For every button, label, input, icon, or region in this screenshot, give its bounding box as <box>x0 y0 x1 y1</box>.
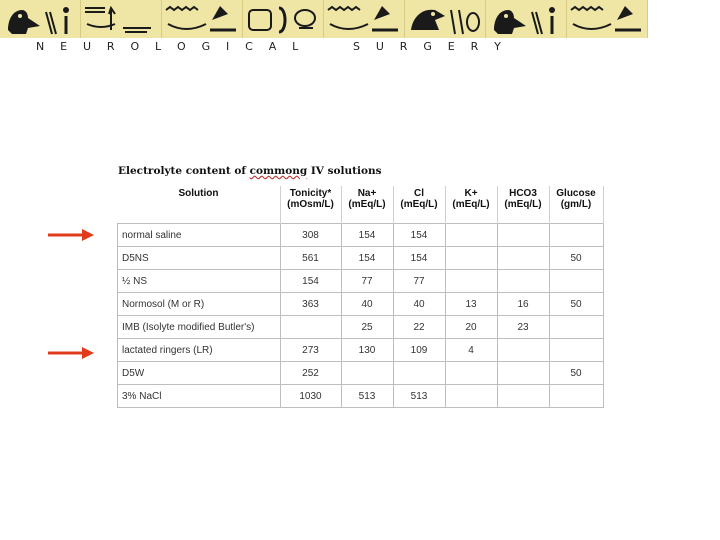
value-cell: 154 <box>341 247 393 270</box>
hieroglyph-banner <box>0 0 650 38</box>
value-cell: 273 <box>280 339 341 362</box>
column-header-line2: (mEq/L) <box>348 199 386 210</box>
value-cell: 77 <box>341 270 393 293</box>
column-header-line2: (mEq/L) <box>400 199 438 210</box>
table-row <box>118 362 604 385</box>
column-header-line1: K+ <box>464 188 478 199</box>
table-row <box>118 339 604 362</box>
value-cell: 154 <box>280 270 341 293</box>
solution-name-cell: Normosol (M or R) <box>118 293 281 316</box>
value-cell: 154 <box>393 224 445 247</box>
value-cell: 154 <box>393 247 445 270</box>
value-cell: 4 <box>445 339 497 362</box>
column-header-line2: (gm/L) <box>560 199 592 210</box>
column-header-line1: Na+ <box>357 188 377 199</box>
value-cell: 20 <box>445 316 497 339</box>
column-header-line2: (mOsm/L) <box>287 199 334 210</box>
caption-prefix: Electrolyte content of <box>118 165 250 177</box>
column-header <box>280 186 341 224</box>
caption-suffix: IV solutions <box>307 165 382 177</box>
table-row <box>118 270 604 293</box>
value-cell <box>341 362 393 385</box>
caption-underlined-word: commong <box>249 165 308 177</box>
value-cell <box>497 247 549 270</box>
table-body <box>118 224 604 408</box>
water-glyph-icon <box>324 0 405 38</box>
solution-name-cell: lactated ringers (LR) <box>118 339 281 362</box>
value-cell: 50 <box>549 247 603 270</box>
value-cell: 109 <box>393 339 445 362</box>
value-cell: 513 <box>341 385 393 408</box>
column-header <box>393 186 445 224</box>
arrow-icon <box>48 347 94 359</box>
solution-name-cell: normal saline <box>118 224 281 247</box>
column-header-line1: Cl <box>414 188 424 199</box>
solution-name-cell: D5NS <box>118 247 281 270</box>
column-header <box>549 186 603 224</box>
reed-glyph-icon <box>81 0 162 38</box>
solution-name-cell: 3% NaCl <box>118 385 281 408</box>
column-header-line1: Solution <box>178 188 219 199</box>
value-cell: 77 <box>393 270 445 293</box>
value-cell: 561 <box>280 247 341 270</box>
value-cell <box>445 270 497 293</box>
value-cell: 50 <box>549 362 603 385</box>
column-header-line1: Glucose <box>556 188 596 199</box>
arrow-icon <box>48 229 94 241</box>
water-glyph-icon <box>567 0 648 38</box>
scroll-glyph-icon <box>243 0 324 38</box>
value-cell: 13 <box>445 293 497 316</box>
value-cell: 308 <box>280 224 341 247</box>
value-cell <box>549 339 603 362</box>
value-cell: 16 <box>497 293 549 316</box>
value-cell: 252 <box>280 362 341 385</box>
column-header-line2: (mEq/L) <box>504 199 542 210</box>
value-cell: 22 <box>393 316 445 339</box>
arrow-head <box>82 347 94 359</box>
department-subtitle: N E U R O L O G I C A L S U R G E R Y <box>36 40 508 53</box>
table-row <box>118 316 604 339</box>
value-cell <box>549 385 603 408</box>
value-cell <box>445 385 497 408</box>
value-cell: 40 <box>341 293 393 316</box>
value-cell <box>549 270 603 293</box>
bird-glyph-icon <box>405 0 486 38</box>
value-cell: 25 <box>341 316 393 339</box>
table-header-row <box>118 186 604 224</box>
value-cell <box>445 224 497 247</box>
column-header <box>341 186 393 224</box>
column-header-line2: (mEq/L) <box>452 199 490 210</box>
value-cell: 50 <box>549 293 603 316</box>
iv-solutions-table <box>117 186 604 408</box>
value-cell <box>497 362 549 385</box>
value-cell <box>497 270 549 293</box>
value-cell <box>280 316 341 339</box>
value-cell <box>549 224 603 247</box>
value-cell <box>393 362 445 385</box>
column-header <box>118 186 281 224</box>
value-cell <box>497 385 549 408</box>
value-cell <box>445 247 497 270</box>
value-cell <box>497 224 549 247</box>
table-row <box>118 385 604 408</box>
column-header <box>497 186 549 224</box>
solution-name-cell: D5W <box>118 362 281 385</box>
value-cell <box>549 316 603 339</box>
table-row <box>118 224 604 247</box>
owl-glyph-icon <box>486 0 567 38</box>
value-cell <box>497 339 549 362</box>
table-row <box>118 247 604 270</box>
arrow-head <box>82 229 94 241</box>
value-cell: 1030 <box>280 385 341 408</box>
value-cell: 130 <box>341 339 393 362</box>
owl-glyph-icon <box>0 0 81 38</box>
value-cell: 154 <box>341 224 393 247</box>
value-cell: 513 <box>393 385 445 408</box>
table-row <box>118 293 604 316</box>
value-cell: 23 <box>497 316 549 339</box>
table-caption <box>118 165 382 177</box>
value-cell: 363 <box>280 293 341 316</box>
water-glyph-icon <box>162 0 243 38</box>
value-cell <box>445 362 497 385</box>
solution-name-cell: ½ NS <box>118 270 281 293</box>
value-cell: 40 <box>393 293 445 316</box>
column-header <box>445 186 497 224</box>
column-header-line1: HCO3 <box>509 188 537 199</box>
column-header-line1: Tonicity* <box>289 188 332 199</box>
solution-name-cell: IMB (Isolyte modified Butler's) <box>118 316 281 339</box>
